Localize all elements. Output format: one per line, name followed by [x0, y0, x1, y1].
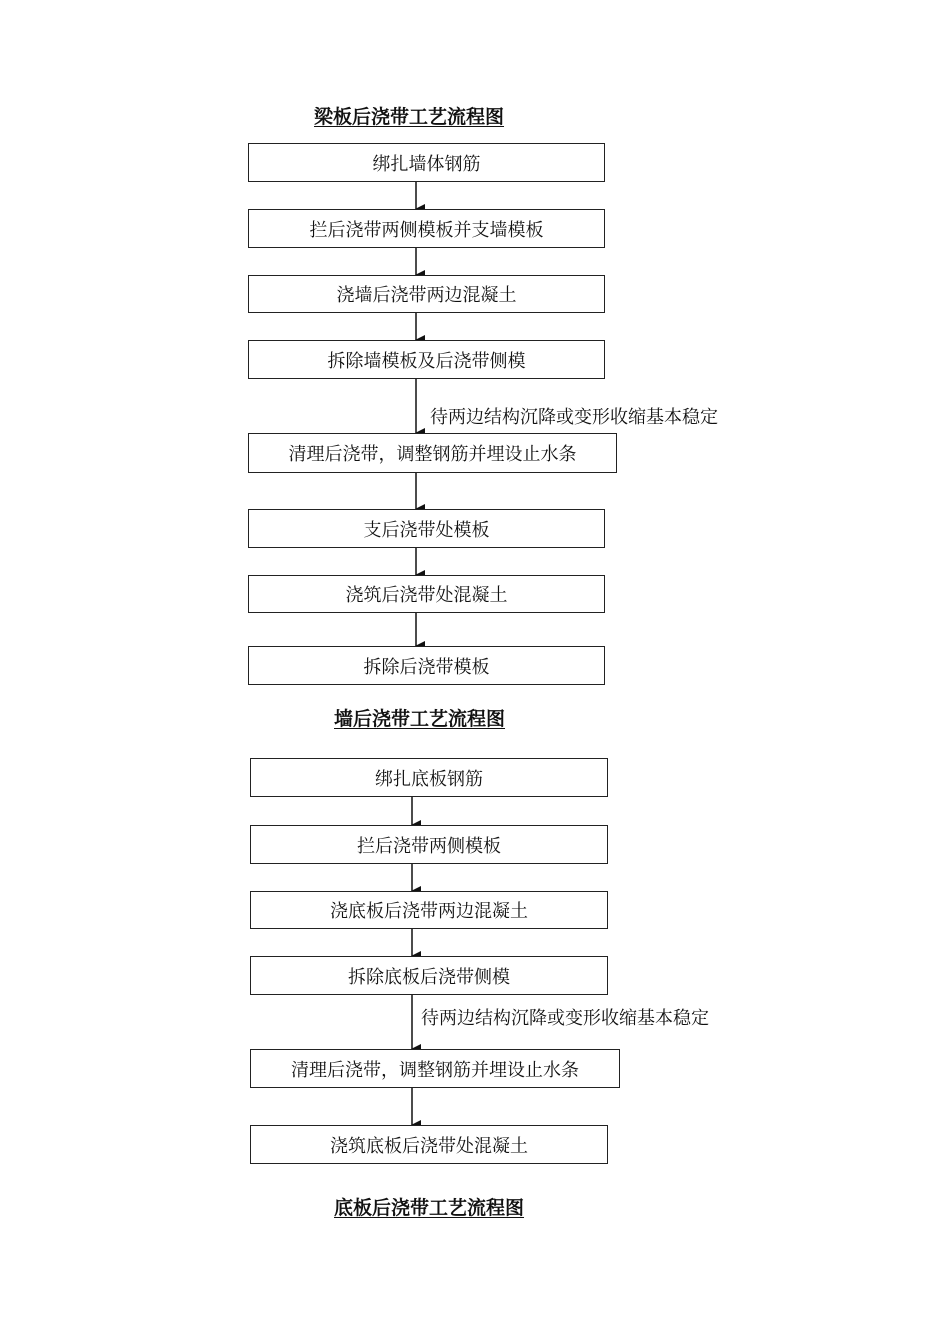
wall-step-1: 绑扎底板钢筋	[250, 758, 608, 797]
wall-step-2: 拦后浇带两侧模板	[250, 825, 608, 864]
wall-step-4: 拆除底板后浇带侧模	[250, 956, 608, 995]
wall-wait-note: 待两边结构沉降或变形收缩基本稳定	[421, 1008, 709, 1029]
beam-step-8: 拆除后浇带模板	[248, 646, 605, 685]
wall-step-6: 浇筑底板后浇带处混凝土	[250, 1125, 608, 1164]
wall-flowchart-title: 墙后浇带工艺流程图	[334, 708, 506, 730]
beam-step-4: 拆除墙模板及后浇带侧模	[248, 340, 605, 379]
beam-step-3: 浇墙后浇带两边混凝土	[248, 275, 605, 313]
floor-slab-flowchart-title: 底板后浇带工艺流程图	[334, 1197, 525, 1219]
wall-step-5: 清理后浇带，调整钢筋并埋设止水条	[250, 1049, 620, 1088]
beam-step-5: 清理后浇带，调整钢筋并埋设止水条	[248, 433, 617, 473]
wall-step-3: 浇底板后浇带两边混凝土	[250, 891, 608, 929]
beam-step-6: 支后浇带处模板	[248, 509, 605, 548]
beam-step-1: 绑扎墙体钢筋	[248, 143, 605, 182]
beam-slab-flowchart-title: 梁板后浇带工艺流程图	[314, 106, 505, 128]
beam-step-7: 浇筑后浇带处混凝土	[248, 575, 605, 613]
beam-step-2: 拦后浇带两侧模板并支墙模板	[248, 209, 605, 248]
beam-wait-note: 待两边结构沉降或变形收缩基本稳定	[430, 407, 718, 428]
